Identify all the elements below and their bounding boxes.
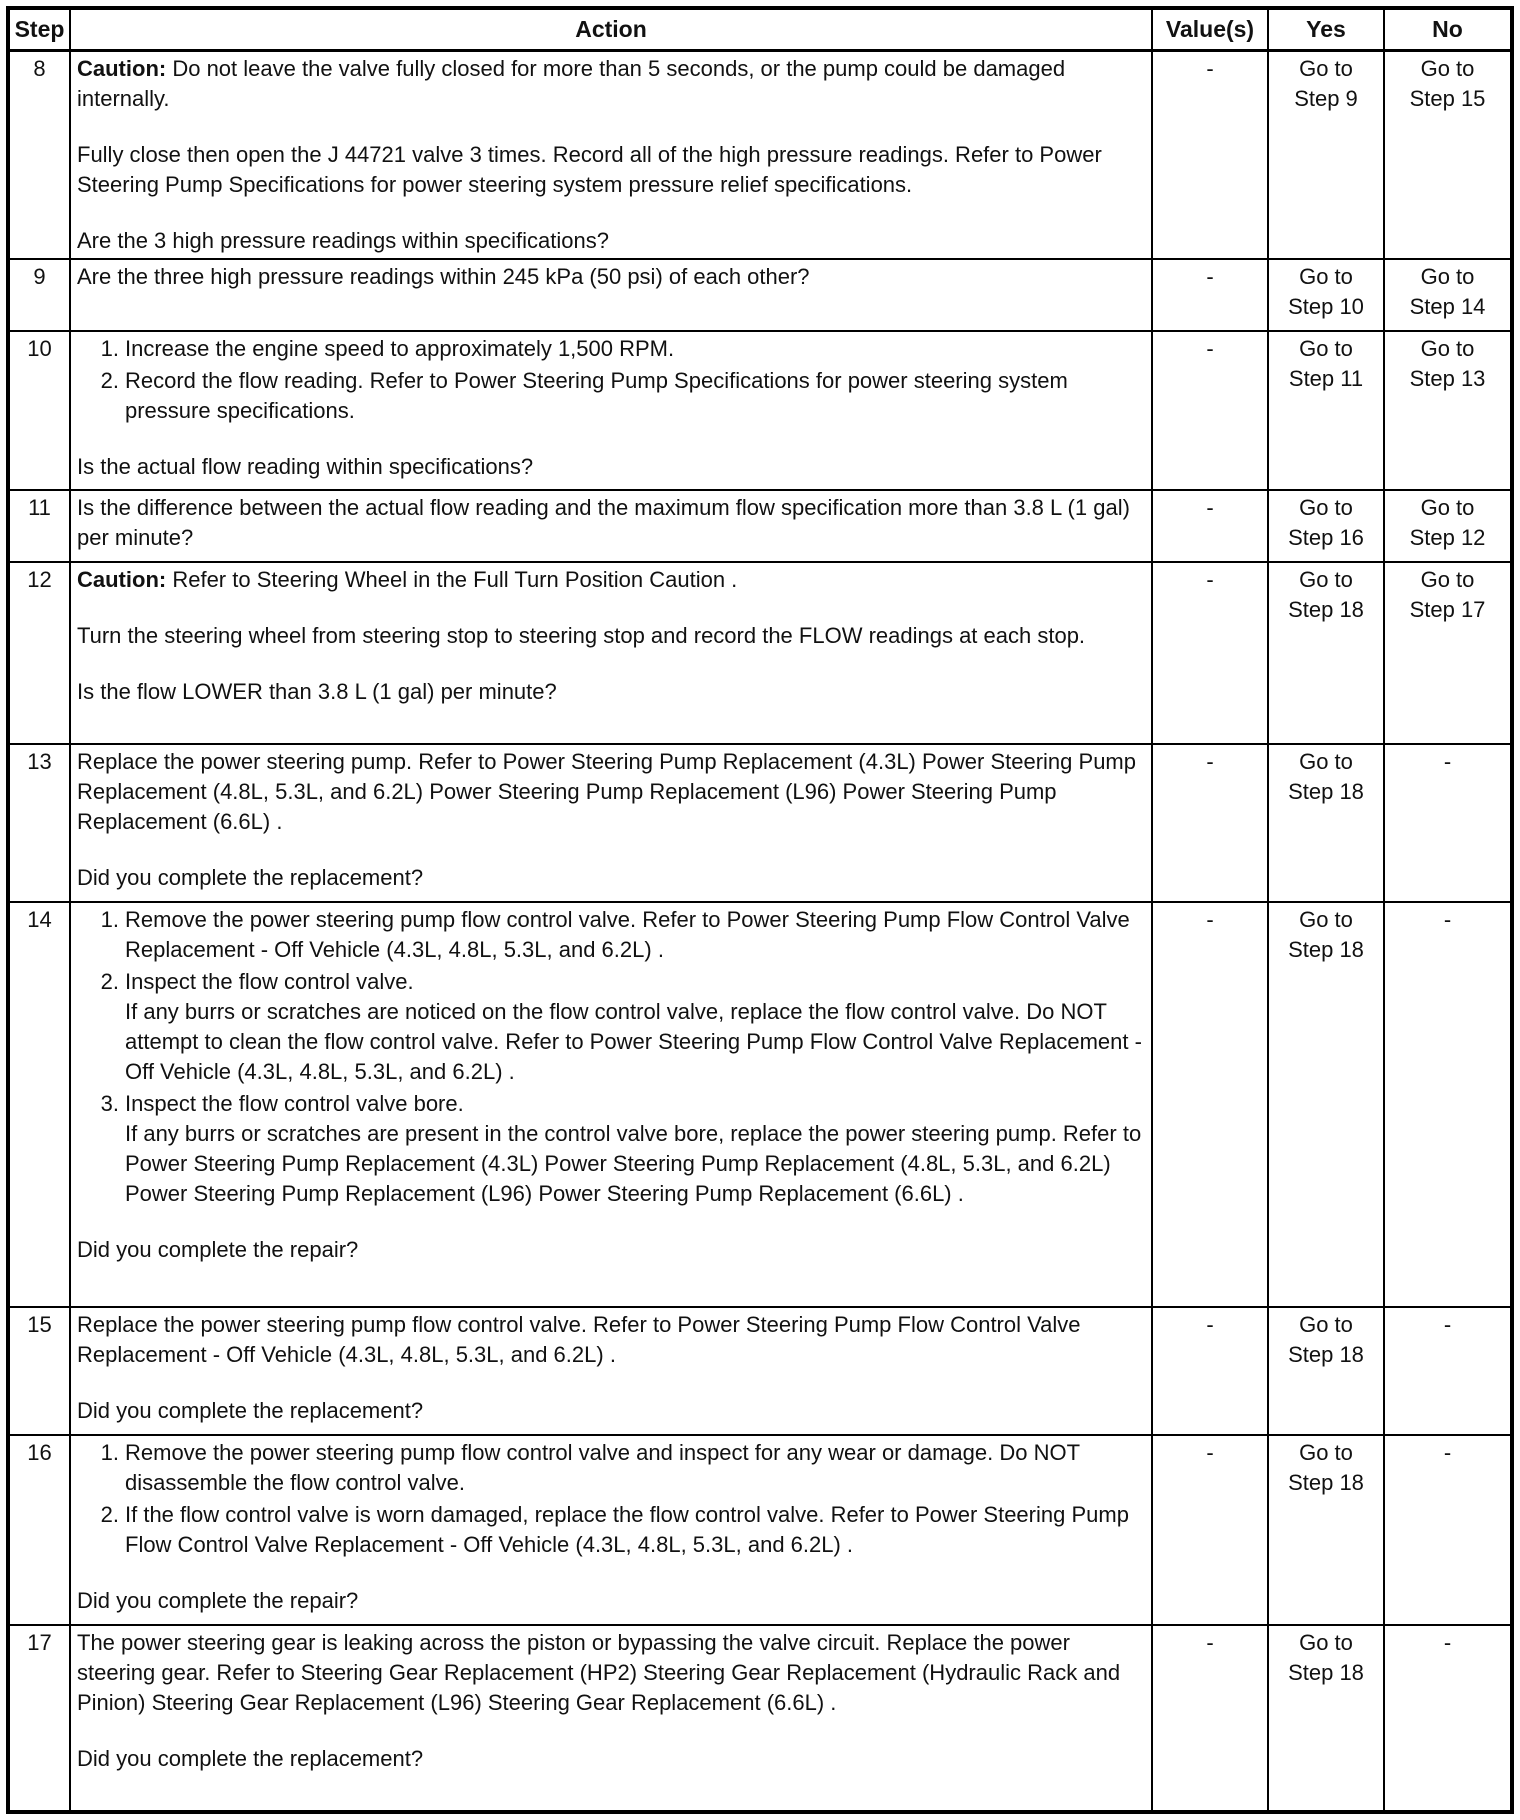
yes-step-link[interactable]: Step 18	[1288, 1659, 1364, 1685]
yes-cell	[1268, 490, 1384, 562]
list-number: 1.	[100, 1439, 119, 1465]
question-text: Did you complete the replacement?	[77, 864, 424, 890]
instruction-text: Replace the power steering pump flow control valve. Refer to Power Steering Pump Flow Control Valve Replacement - Off Vehicle (4.3L, 4.8L, 5.3L, and 6.2L) .	[77, 1311, 1081, 1367]
no-cell	[1384, 259, 1512, 331]
no-goto-label: Go to	[1420, 55, 1475, 81]
table-row-step-11	[8, 490, 1512, 562]
yes-step-link[interactable]: Step 18	[1288, 1469, 1364, 1495]
value-cell: -	[1152, 744, 1268, 902]
list-item	[100, 1500, 1145, 1560]
step-number: 16	[8, 1435, 70, 1625]
yes-step-link[interactable]: Step 18	[1288, 596, 1364, 622]
header-values: Value(s)	[1152, 8, 1268, 50]
question-text: Did you complete the replacement?	[77, 1745, 424, 1771]
caution-note	[77, 565, 1145, 595]
action-cell	[70, 1307, 1152, 1435]
step-number: 9	[8, 259, 70, 331]
value-cell: -	[1152, 1435, 1268, 1625]
yes-goto-label: Go to	[1299, 494, 1353, 520]
list-item-text: Inspect the flow control valve.	[125, 968, 414, 994]
question-text: Is the difference between the actual flow reading and the maximum flow specification more than 3.8 L (1 gal) per minute?	[77, 494, 1130, 550]
list-item	[100, 905, 1145, 965]
list-number: 2.	[100, 367, 119, 393]
question-text: Did you complete the replacement?	[77, 1397, 424, 1423]
no-cell: -	[1384, 902, 1512, 1307]
yes-goto-label: Go to	[1299, 906, 1353, 932]
yes-cell	[1268, 331, 1384, 490]
table-row-step-12	[8, 562, 1512, 744]
yes-cell	[1268, 744, 1384, 902]
yes-cell	[1268, 562, 1384, 744]
yes-step-link[interactable]: Step 10	[1288, 293, 1364, 319]
step-number: 12	[8, 562, 70, 744]
caution-note	[77, 54, 1145, 114]
action-cell	[70, 744, 1152, 902]
list-number: 3.	[100, 1090, 119, 1116]
yes-step-link[interactable]: Step 18	[1288, 778, 1364, 804]
action-cell	[70, 50, 1152, 259]
table-row-step-16	[8, 1435, 1512, 1625]
caution-label: Caution:	[77, 566, 167, 592]
header-row	[8, 8, 1512, 50]
yes-cell	[1268, 1307, 1384, 1435]
list-number: 2.	[100, 1501, 119, 1527]
list-item-text: Record the flow reading. Refer to Power Steering Pump Specifications for power steering system pressure specifications.	[125, 367, 1068, 423]
yes-step-link[interactable]: Step 18	[1288, 936, 1364, 962]
no-step-link[interactable]: Step 12	[1409, 524, 1486, 550]
header-no: No	[1384, 8, 1512, 50]
action-cell	[70, 562, 1152, 744]
value-cell: -	[1152, 50, 1268, 259]
list-item-detail: If any burrs or scratches are noticed on the flow control valve, replace the flow control valve. Do NOT attempt to clean the flow control valve. Refer to Power Steering Pump Flow Control Valve Replacement - Off Vehicle (4.3L, 4.8L, 5.3L, and 6.2L) .	[125, 998, 1142, 1084]
action-cell	[70, 1625, 1152, 1812]
no-goto-label: Go to	[1420, 263, 1475, 289]
diagnostic-page	[6, 6, 1510, 1814]
list-item-text: If the flow control valve is worn damaged, replace the flow control valve. Refer to Power Steering Pump Flow Control Valve Replacement - Off Vehicle (4.3L, 4.8L, 5.3L, and 6.2L) .	[125, 1501, 1129, 1557]
no-step-link[interactable]: Step 13	[1409, 365, 1486, 391]
no-cell: -	[1384, 744, 1512, 902]
list-item	[100, 366, 1145, 426]
no-cell	[1384, 562, 1512, 744]
header-step: Step	[8, 8, 70, 50]
yes-goto-label: Go to	[1299, 748, 1353, 774]
yes-goto-label: Go to	[1299, 1439, 1353, 1465]
list-item-text: Inspect the flow control valve bore.	[125, 1090, 464, 1116]
instruction-text: The power steering gear is leaking across the piston or bypassing the valve circuit. Replace the power steering gear. Refer to Steering Gear Replacement (HP2) Steering Gear Replacement (Hydraulic Rack and Pinion) Steering Gear Replacement (L96) Steering Gear Replacement (6.6L) .	[77, 1629, 1121, 1715]
no-cell	[1384, 50, 1512, 259]
no-cell: -	[1384, 1625, 1512, 1812]
no-step-link[interactable]: Step 14	[1409, 293, 1486, 319]
no-cell: -	[1384, 1307, 1512, 1435]
question-text: Is the flow LOWER than 3.8 L (1 gal) per minute?	[77, 678, 557, 704]
list-number: 2.	[100, 968, 119, 994]
yes-goto-label: Go to	[1299, 1629, 1353, 1655]
yes-cell	[1268, 1435, 1384, 1625]
table-row-step-17	[8, 1625, 1512, 1812]
procedure-list	[77, 905, 1145, 1209]
list-item	[100, 967, 1145, 1087]
value-cell: -	[1152, 259, 1268, 331]
value-cell: -	[1152, 331, 1268, 490]
value-cell: -	[1152, 1625, 1268, 1812]
no-cell	[1384, 331, 1512, 490]
header-action: Action	[70, 8, 1152, 50]
header-yes: Yes	[1268, 8, 1384, 50]
yes-cell	[1268, 1625, 1384, 1812]
step-number: 17	[8, 1625, 70, 1812]
caution-label: Caution:	[77, 55, 167, 81]
list-item	[100, 1438, 1145, 1498]
diagnostic-table	[6, 6, 1514, 1814]
yes-goto-label: Go to	[1299, 335, 1353, 361]
step-number: 8	[8, 50, 70, 259]
no-goto-label: Go to	[1420, 566, 1475, 592]
list-number: 1.	[100, 906, 119, 932]
no-step-link[interactable]: Step 15	[1409, 85, 1486, 111]
table-row-step-10	[8, 331, 1512, 490]
list-item-text: Remove the power steering pump flow control valve and inspect for any wear or damage. Do NOT disassemble the flow control valve.	[125, 1439, 1080, 1495]
list-item-text: Remove the power steering pump flow control valve. Refer to Power Steering Pump Flow Control Valve Replacement - Off Vehicle (4.3L, 4.8L, 5.3L, and 6.2L) .	[125, 906, 1130, 962]
question-text: Are the 3 high pressure readings within specifications?	[77, 227, 609, 253]
question-text: Is the actual flow reading within specifications?	[77, 453, 534, 479]
no-goto-label: Go to	[1420, 335, 1475, 361]
action-cell	[70, 1435, 1152, 1625]
list-item	[100, 334, 1145, 364]
question-text: Did you complete the repair?	[77, 1587, 359, 1613]
action-cell	[70, 331, 1152, 490]
no-cell: -	[1384, 1435, 1512, 1625]
table-row-step-15	[8, 1307, 1512, 1435]
yes-goto-label: Go to	[1299, 566, 1353, 592]
yes-cell	[1268, 259, 1384, 331]
procedure-list	[77, 334, 1145, 426]
yes-goto-label: Go to	[1299, 1311, 1353, 1337]
caution-text: Refer to Steering Wheel in the Full Turn Position Caution .	[172, 566, 738, 592]
step-number: 15	[8, 1307, 70, 1435]
caution-text: Do not leave the valve fully closed for more than 5 seconds, or the pump could be damaged internally.	[77, 55, 1066, 111]
procedure-list	[77, 1438, 1145, 1560]
action-cell	[70, 490, 1152, 562]
yes-goto-label: Go to	[1299, 263, 1353, 289]
list-item	[100, 1089, 1145, 1209]
value-cell: -	[1152, 490, 1268, 562]
step-number: 10	[8, 331, 70, 490]
list-number: 1.	[100, 335, 119, 361]
yes-goto-label: Go to	[1299, 55, 1353, 81]
yes-step-link[interactable]: Step 9	[1294, 85, 1358, 111]
no-goto-label: Go to	[1420, 494, 1475, 520]
instruction-text: Turn the steering wheel from steering stop to steering stop and record the FLOW readings at each stop.	[77, 622, 1086, 648]
value-cell: -	[1152, 1307, 1268, 1435]
value-cell: -	[1152, 902, 1268, 1307]
instruction-text: Replace the power steering pump. Refer to Power Steering Pump Replacement (4.3L) Power Steering Pump Replacement (4.8L, 5.3L, and 6.2L) Power Steering Pump Replacement (L96) Power Steering Pump Replacement (6.6L) .	[77, 748, 1136, 834]
table-row-step-9	[8, 259, 1512, 331]
yes-cell	[1268, 50, 1384, 259]
no-step-link[interactable]: Step 17	[1409, 596, 1486, 622]
action-cell	[70, 902, 1152, 1307]
list-item-text: Increase the engine speed to approximately 1,500 RPM.	[125, 335, 675, 361]
yes-cell	[1268, 902, 1384, 1307]
question-text: Are the three high pressure readings within 245 kPa (50 psi) of each other?	[77, 263, 810, 289]
no-cell	[1384, 490, 1512, 562]
table-row-step-8	[8, 50, 1512, 259]
action-cell	[70, 259, 1152, 331]
step-number: 13	[8, 744, 70, 902]
yes-step-link[interactable]: Step 18	[1288, 1341, 1364, 1367]
value-cell: -	[1152, 562, 1268, 744]
step-number: 14	[8, 902, 70, 1307]
list-item-detail: If any burrs or scratches are present in the control valve bore, replace the power steering pump. Refer to Power Steering Pump Replacement (4.3L) Power Steering Pump Replacement (4.8L, 5.3L, and 6.2L) Power Steering Pump Replacement (L96) Power Steering Pump Replacement (6.6L) .	[125, 1120, 1142, 1206]
question-text: Did you complete the repair?	[77, 1236, 359, 1262]
instruction-text: Fully close then open the J 44721 valve 3 times. Record all of the high pressure readings. Refer to Power Steering Pump Specifications for power steering system pressure relief specifications.	[77, 141, 1102, 197]
yes-step-link[interactable]: Step 16	[1288, 524, 1364, 550]
table-row-step-13	[8, 744, 1512, 902]
yes-step-link[interactable]: Step 11	[1288, 365, 1364, 391]
step-number: 11	[8, 490, 70, 562]
table-row-step-14	[8, 902, 1512, 1307]
